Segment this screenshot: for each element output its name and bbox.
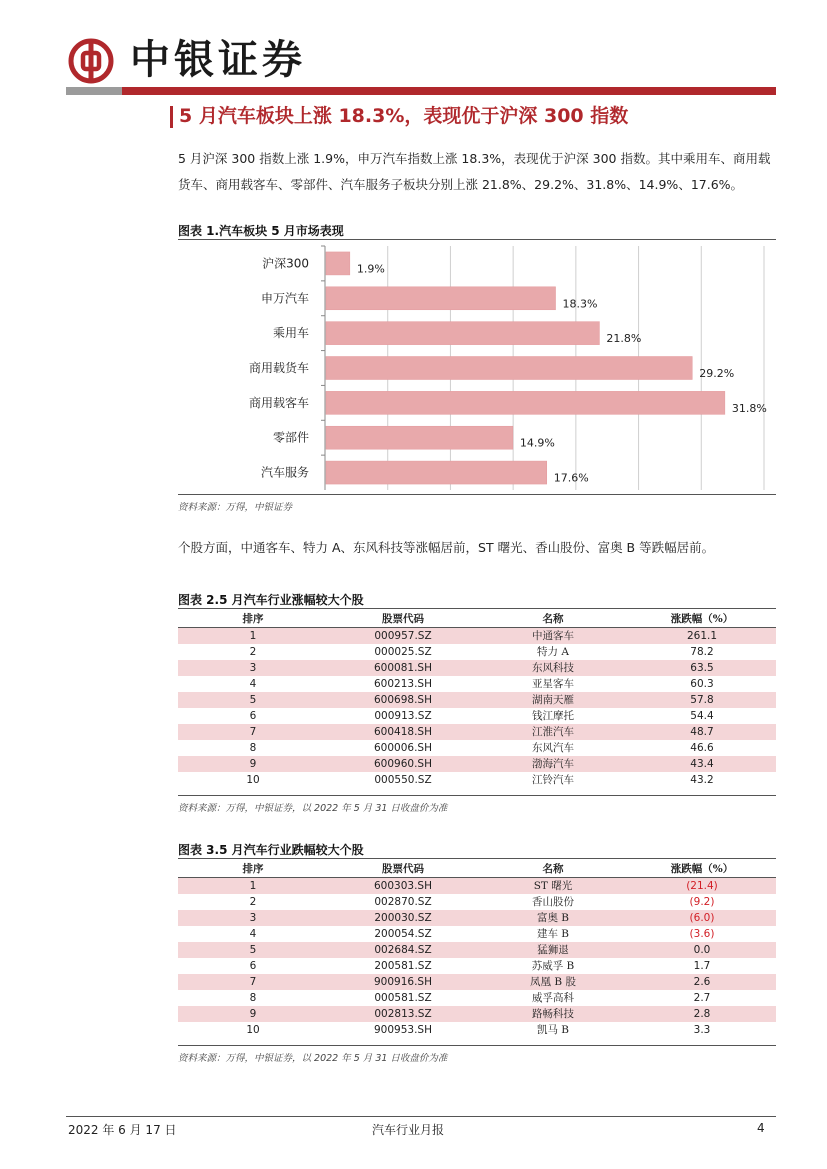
- chart-data-label: 31.8%: [731, 401, 767, 415]
- cell-name: 钱江摩托: [532, 710, 574, 722]
- cell-rank: 1: [178, 878, 328, 895]
- chart-bar: [326, 391, 725, 414]
- cell-name: 渤海汽车: [478, 756, 628, 772]
- cell-code: 600081.SH: [328, 660, 478, 676]
- table3-caption: 图表 3.5 月汽车行业跌幅较大个股: [178, 843, 364, 857]
- table3-bottom-rule: [178, 1045, 776, 1046]
- chart-category-label: 商用载客车: [248, 395, 309, 410]
- cell-rank: 7: [178, 724, 328, 740]
- cell-name: 路畅科技: [478, 1006, 628, 1022]
- cell-rank: 6: [249, 960, 257, 972]
- top-losers-table: [178, 860, 776, 1038]
- cell-change: 261.1: [628, 628, 776, 645]
- footer-rule: [66, 1116, 776, 1117]
- summary-paragraph: 5 月沪深 300 指数上涨 1.9%，申万汽车指数上涨 18.3%，表现优于沪深 300 指数。其中乘用车、商用载货车、商用载客车、零部件、汽车服务子板块分别上涨 21.8%、29.2%、31.8%、14.9%、17.6%。: [178, 151, 771, 192]
- table3-source: 资料来源：万得，中银证券，以 2022 年 5 月 31 日收盘价为准: [178, 1053, 448, 1064]
- sector-performance-chart: [178, 244, 776, 492]
- cell-change: 46.6: [690, 742, 714, 754]
- table2-caption: 图表 2.5 月汽车行业涨幅较大个股: [178, 593, 364, 607]
- cell-name: 苏威孚 B: [531, 960, 575, 972]
- table-row: [178, 910, 776, 926]
- table3-caption-rule: [178, 858, 776, 859]
- cell-rank: 9: [178, 756, 328, 772]
- table-header-row: [178, 860, 776, 878]
- header-name: 名称: [478, 610, 628, 628]
- table-row: [178, 926, 776, 942]
- cell-code: 002684.SZ: [328, 942, 478, 958]
- table-row: [178, 878, 776, 895]
- table-row: [178, 974, 776, 990]
- cell-name: 凯马 B: [536, 1024, 570, 1036]
- cell-name: 江铃汽车: [532, 774, 574, 786]
- table-row: [178, 1022, 776, 1038]
- footer-report-name: 汽车行业月报: [372, 1123, 445, 1137]
- table-row: [178, 1006, 776, 1022]
- cell-code: 000550.SZ: [374, 774, 432, 786]
- chart-bar: [326, 426, 513, 449]
- chart-svg: [178, 244, 776, 492]
- cell-change: 43.2: [690, 774, 714, 786]
- cell-name: 亚星客车: [532, 678, 574, 690]
- cell-rank: 1: [178, 628, 328, 645]
- header-code: 股票代码: [328, 860, 478, 878]
- header-change: 涨跌幅（%）: [628, 610, 776, 628]
- cell-code: 000913.SZ: [374, 710, 432, 722]
- figure1-caption-rule: [178, 239, 776, 240]
- table-row: [178, 708, 776, 724]
- chart-data-label: 29.2%: [699, 367, 735, 380]
- cell-change: (3.6): [689, 928, 715, 940]
- table-row: [178, 676, 776, 692]
- chart-data-label: 14.9%: [519, 436, 555, 450]
- cell-rank: 5: [178, 942, 328, 958]
- section-title: 5 月汽车板块上涨 18.3%，表现优于沪深 300 指数: [179, 105, 629, 127]
- cell-change: 60.3: [690, 678, 714, 690]
- chart-category-label: 乘用车: [272, 326, 309, 341]
- header-rule-red: [122, 87, 776, 95]
- cell-code: 600213.SH: [374, 678, 432, 690]
- cell-name: 建车 B: [536, 928, 570, 940]
- cell-code: 200581.SZ: [374, 960, 432, 972]
- cell-name: 江淮汽车: [478, 724, 628, 740]
- table-row: [178, 692, 776, 708]
- header-rule-grey: [66, 87, 122, 95]
- cell-name: 特力 A: [537, 646, 569, 658]
- cell-name: 东风汽车: [532, 742, 574, 754]
- section-marker: [170, 106, 173, 128]
- top-gainers-table: [178, 610, 776, 788]
- table-header-row: [178, 610, 776, 628]
- cell-rank: 2: [249, 896, 257, 908]
- cell-code: 002870.SZ: [374, 896, 432, 908]
- cell-change: 48.7: [628, 724, 776, 740]
- cell-name: 湖南天雁: [478, 692, 628, 708]
- cell-code: 600418.SH: [328, 724, 478, 740]
- chart-bar: [326, 287, 556, 310]
- table-row: [178, 660, 776, 676]
- cell-code: 600006.SH: [374, 742, 432, 754]
- cell-code: 600698.SH: [328, 692, 478, 708]
- footer-page-number: 4: [757, 1121, 765, 1135]
- cell-change: 2.7: [693, 992, 711, 1004]
- cell-code: 600960.SH: [328, 756, 478, 772]
- cell-change: 2.8: [628, 1006, 776, 1022]
- cell-code: 600303.SH: [328, 878, 478, 895]
- table-row: [178, 990, 776, 1006]
- chart-category-label: 汽车服务: [260, 465, 309, 480]
- table-row: [178, 772, 776, 788]
- header-rank: 排序: [178, 860, 328, 878]
- cell-rank: 10: [246, 774, 260, 786]
- chart-category-label: 沪深300: [262, 256, 309, 271]
- cell-name: 凤凰 B 股: [478, 974, 628, 990]
- cell-code: 900916.SH: [328, 974, 478, 990]
- chart-data-label: 21.8%: [606, 332, 642, 346]
- cell-code: 200054.SZ: [374, 928, 432, 940]
- header-rank: 排序: [178, 610, 328, 628]
- header-change: 涨跌幅（%）: [628, 860, 776, 878]
- chart-category-label: 申万汽车: [260, 291, 309, 306]
- cell-rank: 3: [178, 910, 328, 926]
- chart-bar: [326, 322, 599, 345]
- chart-bar: [326, 357, 692, 380]
- stocks-paragraph: 个股方面，中通客车、特力 A、东风科技等涨幅居前，ST 曙光、香山股份、富奥 B 等跌幅居前。: [178, 540, 715, 555]
- cell-rank: 10: [246, 1024, 260, 1036]
- table-row: [178, 942, 776, 958]
- chart-data-label: 18.3%: [562, 297, 598, 311]
- cell-change: 0.0: [628, 942, 776, 958]
- table2-source: 资料来源：万得，中银证券，以 2022 年 5 月 31 日收盘价为准: [178, 803, 448, 814]
- table-row: [178, 756, 776, 772]
- footer-date: 2022 年 6 月 17 日: [68, 1123, 177, 1137]
- chart-bar: [326, 252, 350, 275]
- cell-change: 2.6: [628, 974, 776, 990]
- table2-caption-rule: [178, 608, 776, 609]
- cell-rank: 8: [249, 742, 257, 754]
- cell-rank: 5: [178, 692, 328, 708]
- cell-change: 57.8: [628, 692, 776, 708]
- table-row: [178, 894, 776, 910]
- cell-change: 63.5: [628, 660, 776, 676]
- cell-rank: 4: [249, 678, 257, 690]
- cell-rank: 8: [249, 992, 257, 1004]
- chart-category-label: 商用载货车: [248, 361, 309, 375]
- cell-change: (9.2): [689, 896, 715, 908]
- bank-logo-icon: [68, 38, 114, 84]
- figure1-caption: 图表 1.汽车板块 5 月市场表现: [178, 224, 344, 238]
- cell-change: 43.4: [628, 756, 776, 772]
- cell-rank: 3: [178, 660, 328, 676]
- table-row: [178, 628, 776, 645]
- figure1-bottom-rule: [178, 494, 776, 495]
- cell-name: 富奥 B: [478, 910, 628, 926]
- cell-name: 东风科技: [478, 660, 628, 676]
- cell-code: 000581.SZ: [374, 992, 432, 1004]
- cell-change: (21.4): [628, 878, 776, 895]
- cell-change: 54.4: [690, 710, 714, 722]
- table-row: [178, 724, 776, 740]
- table2-bottom-rule: [178, 795, 776, 796]
- cell-change: 3.3: [693, 1024, 711, 1036]
- table-row: [178, 958, 776, 974]
- cell-code: 002813.SZ: [328, 1006, 478, 1022]
- cell-change: 1.7: [693, 960, 711, 972]
- cell-rank: 4: [249, 928, 257, 940]
- cell-code: 000957.SZ: [328, 628, 478, 645]
- cell-code: 000025.SZ: [374, 646, 432, 658]
- header-code: 股票代码: [328, 610, 478, 628]
- cell-name: 猛狮退: [478, 942, 628, 958]
- figure1-source: 资料来源：万得，中银证券: [178, 502, 293, 513]
- cell-change: 78.2: [690, 646, 714, 658]
- cell-code: 900953.SH: [374, 1024, 432, 1036]
- table-row: [178, 644, 776, 660]
- chart-data-label: 1.9%: [356, 262, 385, 276]
- chart-data-label: 17.6%: [553, 471, 589, 485]
- company-logo-text: 中银证券: [130, 36, 306, 83]
- cell-rank: 7: [178, 974, 328, 990]
- cell-code: 200030.SZ: [328, 910, 478, 926]
- cell-name: 香山股份: [532, 896, 574, 908]
- cell-name: 中通客车: [478, 628, 628, 645]
- header-name: 名称: [478, 860, 628, 878]
- cell-name: ST 曙光: [478, 878, 628, 895]
- chart-category-label: 零部件: [272, 430, 309, 445]
- cell-change: (6.0): [628, 910, 776, 926]
- chart-bar: [326, 461, 547, 484]
- table-row: [178, 740, 776, 756]
- cell-rank: 6: [249, 710, 257, 722]
- cell-rank: 2: [249, 646, 257, 658]
- cell-name: 威孚高科: [532, 992, 574, 1004]
- cell-rank: 9: [178, 1006, 328, 1022]
